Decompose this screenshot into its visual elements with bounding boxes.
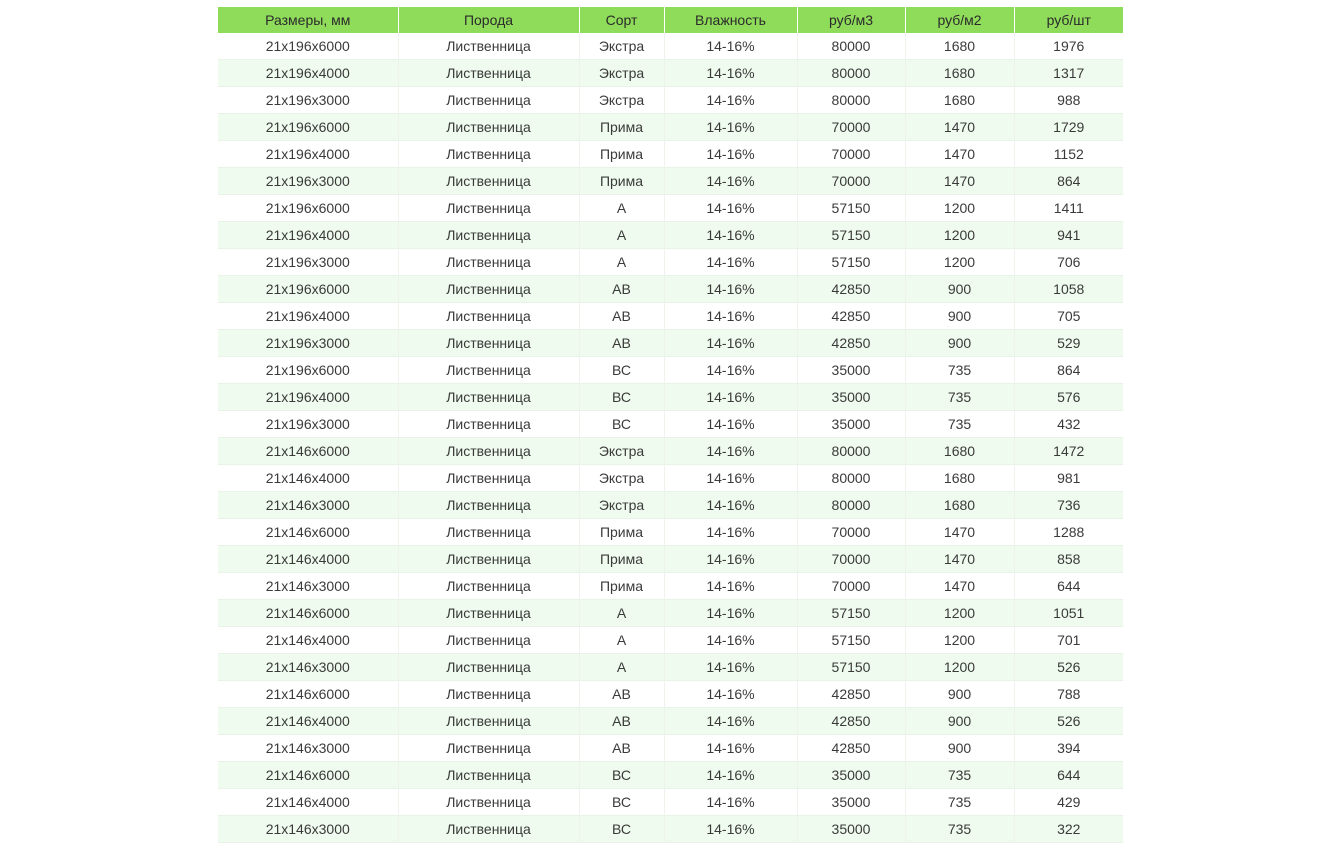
table-row — [218, 816, 1123, 843]
cell-size: 21х196х3000 — [218, 249, 398, 276]
cell-grade: АВ — [579, 708, 664, 735]
table-row — [218, 789, 1123, 816]
table-body — [218, 33, 1123, 843]
cell-price-piece: 701 — [1014, 627, 1123, 654]
cell-price-m3: 35000 — [797, 816, 905, 843]
table-row — [218, 762, 1123, 789]
table-row — [218, 33, 1123, 60]
cell-grade: А — [579, 600, 664, 627]
table-row — [218, 249, 1123, 276]
cell-price-m3: 35000 — [797, 384, 905, 411]
cell-grade: ВС — [579, 357, 664, 384]
cell-grade: АВ — [579, 681, 664, 708]
cell-moisture: 14-16% — [664, 546, 797, 573]
cell-moisture: 14-16% — [664, 114, 797, 141]
cell-size: 21х146х6000 — [218, 519, 398, 546]
cell-wood-type: Лиственница — [398, 141, 579, 168]
cell-wood-type: Лиственница — [398, 573, 579, 600]
cell-moisture: 14-16% — [664, 573, 797, 600]
cell-size: 21х146х4000 — [218, 546, 398, 573]
table-row — [218, 87, 1123, 114]
cell-price-m2: 1470 — [905, 546, 1014, 573]
cell-wood-type: Лиственница — [398, 762, 579, 789]
cell-moisture: 14-16% — [664, 627, 797, 654]
cell-moisture: 14-16% — [664, 195, 797, 222]
cell-size: 21х146х3000 — [218, 492, 398, 519]
cell-price-piece: 526 — [1014, 654, 1123, 681]
cell-price-m3: 42850 — [797, 303, 905, 330]
cell-wood-type: Лиственница — [398, 735, 579, 762]
cell-moisture: 14-16% — [664, 87, 797, 114]
cell-price-piece: 529 — [1014, 330, 1123, 357]
cell-price-piece: 1317 — [1014, 60, 1123, 87]
cell-price-m3: 80000 — [797, 465, 905, 492]
cell-price-m3: 42850 — [797, 708, 905, 735]
cell-size: 21х196х4000 — [218, 141, 398, 168]
table-row — [218, 114, 1123, 141]
table-header-row — [218, 7, 1123, 33]
cell-grade: Экстра — [579, 87, 664, 114]
column-header-moisture: Влажность — [664, 7, 797, 33]
cell-grade: А — [579, 627, 664, 654]
cell-wood-type: Лиственница — [398, 789, 579, 816]
table-row — [218, 303, 1123, 330]
cell-wood-type: Лиственница — [398, 654, 579, 681]
cell-size: 21х146х4000 — [218, 627, 398, 654]
cell-size: 21х196х4000 — [218, 222, 398, 249]
cell-wood-type: Лиственница — [398, 276, 579, 303]
cell-price-m2: 900 — [905, 276, 1014, 303]
cell-grade: АВ — [579, 303, 664, 330]
cell-moisture: 14-16% — [664, 168, 797, 195]
cell-price-m2: 1200 — [905, 249, 1014, 276]
table-row — [218, 438, 1123, 465]
cell-price-piece: 736 — [1014, 492, 1123, 519]
table-row — [218, 465, 1123, 492]
cell-price-m3: 80000 — [797, 438, 905, 465]
cell-price-piece: 432 — [1014, 411, 1123, 438]
cell-wood-type: Лиственница — [398, 195, 579, 222]
cell-moisture: 14-16% — [664, 465, 797, 492]
cell-price-m2: 735 — [905, 816, 1014, 843]
cell-price-piece: 858 — [1014, 546, 1123, 573]
cell-wood-type: Лиственница — [398, 384, 579, 411]
cell-price-piece: 705 — [1014, 303, 1123, 330]
cell-price-m2: 735 — [905, 411, 1014, 438]
cell-price-m2: 1470 — [905, 573, 1014, 600]
cell-price-m2: 1470 — [905, 519, 1014, 546]
cell-grade: Прима — [579, 114, 664, 141]
cell-price-piece: 1976 — [1014, 33, 1123, 60]
column-header-grade: Сорт — [579, 7, 664, 33]
table-row — [218, 222, 1123, 249]
cell-wood-type: Лиственница — [398, 60, 579, 87]
cell-price-m2: 1200 — [905, 195, 1014, 222]
cell-grade: А — [579, 195, 664, 222]
cell-price-m2: 1470 — [905, 168, 1014, 195]
cell-price-m2: 1680 — [905, 87, 1014, 114]
cell-wood-type: Лиственница — [398, 33, 579, 60]
cell-grade: ВС — [579, 384, 664, 411]
price-table — [218, 7, 1123, 843]
cell-price-m2: 1200 — [905, 222, 1014, 249]
cell-moisture: 14-16% — [664, 789, 797, 816]
cell-moisture: 14-16% — [664, 249, 797, 276]
cell-grade: АВ — [579, 735, 664, 762]
cell-wood-type: Лиственница — [398, 87, 579, 114]
cell-price-m3: 80000 — [797, 60, 905, 87]
cell-moisture: 14-16% — [664, 600, 797, 627]
cell-price-m3: 57150 — [797, 600, 905, 627]
cell-wood-type: Лиственница — [398, 438, 579, 465]
cell-price-piece: 788 — [1014, 681, 1123, 708]
cell-price-m2: 1680 — [905, 465, 1014, 492]
cell-grade: А — [579, 654, 664, 681]
cell-grade: Экстра — [579, 438, 664, 465]
cell-size: 21х196х6000 — [218, 276, 398, 303]
cell-moisture: 14-16% — [664, 303, 797, 330]
cell-size: 21х146х3000 — [218, 816, 398, 843]
cell-price-m3: 57150 — [797, 222, 905, 249]
cell-grade: Прима — [579, 519, 664, 546]
cell-price-piece: 394 — [1014, 735, 1123, 762]
cell-moisture: 14-16% — [664, 384, 797, 411]
cell-price-m2: 1470 — [905, 114, 1014, 141]
cell-price-m3: 35000 — [797, 411, 905, 438]
cell-price-m2: 735 — [905, 357, 1014, 384]
cell-price-m3: 35000 — [797, 357, 905, 384]
cell-wood-type: Лиственница — [398, 600, 579, 627]
cell-wood-type: Лиственница — [398, 303, 579, 330]
cell-wood-type: Лиственница — [398, 681, 579, 708]
cell-price-piece: 1411 — [1014, 195, 1123, 222]
cell-price-m3: 35000 — [797, 789, 905, 816]
cell-size: 21х196х6000 — [218, 114, 398, 141]
cell-price-m2: 1200 — [905, 600, 1014, 627]
cell-price-piece: 941 — [1014, 222, 1123, 249]
cell-wood-type: Лиственница — [398, 222, 579, 249]
cell-price-m3: 80000 — [797, 492, 905, 519]
cell-price-m2: 900 — [905, 708, 1014, 735]
cell-price-piece: 1729 — [1014, 114, 1123, 141]
cell-price-m3: 70000 — [797, 546, 905, 573]
cell-moisture: 14-16% — [664, 276, 797, 303]
cell-moisture: 14-16% — [664, 222, 797, 249]
cell-size: 21х146х6000 — [218, 438, 398, 465]
cell-moisture: 14-16% — [664, 411, 797, 438]
table-row — [218, 600, 1123, 627]
cell-wood-type: Лиственница — [398, 627, 579, 654]
cell-size: 21х196х3000 — [218, 411, 398, 438]
cell-wood-type: Лиственница — [398, 168, 579, 195]
cell-moisture: 14-16% — [664, 33, 797, 60]
table-row — [218, 546, 1123, 573]
cell-moisture: 14-16% — [664, 330, 797, 357]
cell-price-m2: 1470 — [905, 141, 1014, 168]
cell-price-m3: 42850 — [797, 330, 905, 357]
table-row — [218, 357, 1123, 384]
cell-price-piece: 1058 — [1014, 276, 1123, 303]
cell-price-piece: 981 — [1014, 465, 1123, 492]
cell-price-piece: 706 — [1014, 249, 1123, 276]
column-header-price-m3: руб/м3 — [797, 7, 905, 33]
cell-wood-type: Лиственница — [398, 546, 579, 573]
cell-price-piece: 1152 — [1014, 141, 1123, 168]
column-header-price-piece: руб/шт — [1014, 7, 1123, 33]
column-header-size: Размеры, мм — [218, 7, 398, 33]
table-row — [218, 735, 1123, 762]
cell-size: 21х196х3000 — [218, 87, 398, 114]
table-row — [218, 708, 1123, 735]
cell-price-m3: 70000 — [797, 114, 905, 141]
cell-grade: Экстра — [579, 465, 664, 492]
cell-size: 21х146х3000 — [218, 573, 398, 600]
cell-size: 21х146х3000 — [218, 654, 398, 681]
cell-size: 21х146х6000 — [218, 681, 398, 708]
cell-price-m2: 1680 — [905, 60, 1014, 87]
cell-grade: Прима — [579, 141, 664, 168]
cell-size: 21х196х4000 — [218, 303, 398, 330]
cell-price-m3: 42850 — [797, 681, 905, 708]
cell-size: 21х146х4000 — [218, 708, 398, 735]
table-row — [218, 60, 1123, 87]
cell-price-m2: 900 — [905, 681, 1014, 708]
cell-moisture: 14-16% — [664, 141, 797, 168]
cell-price-piece: 576 — [1014, 384, 1123, 411]
table-row — [218, 276, 1123, 303]
cell-price-piece: 1051 — [1014, 600, 1123, 627]
cell-price-m3: 80000 — [797, 33, 905, 60]
cell-grade: АВ — [579, 330, 664, 357]
column-header-wood-type: Порода — [398, 7, 579, 33]
cell-size: 21х146х3000 — [218, 735, 398, 762]
cell-price-piece: 864 — [1014, 357, 1123, 384]
cell-price-m3: 35000 — [797, 762, 905, 789]
cell-grade: Прима — [579, 168, 664, 195]
cell-price-m3: 80000 — [797, 87, 905, 114]
table-row — [218, 492, 1123, 519]
cell-wood-type: Лиственница — [398, 357, 579, 384]
cell-price-m3: 57150 — [797, 249, 905, 276]
cell-moisture: 14-16% — [664, 357, 797, 384]
cell-price-m3: 70000 — [797, 573, 905, 600]
cell-price-m3: 42850 — [797, 735, 905, 762]
cell-price-m2: 735 — [905, 762, 1014, 789]
cell-price-m3: 70000 — [797, 519, 905, 546]
cell-wood-type: Лиственница — [398, 249, 579, 276]
cell-price-piece: 1288 — [1014, 519, 1123, 546]
cell-grade: ВС — [579, 816, 664, 843]
cell-moisture: 14-16% — [664, 708, 797, 735]
cell-size: 21х196х3000 — [218, 168, 398, 195]
cell-grade: ВС — [579, 762, 664, 789]
cell-grade: Экстра — [579, 33, 664, 60]
cell-wood-type: Лиственница — [398, 708, 579, 735]
cell-grade: Прима — [579, 546, 664, 573]
cell-size: 21х146х4000 — [218, 465, 398, 492]
cell-price-piece: 644 — [1014, 762, 1123, 789]
cell-wood-type: Лиственница — [398, 330, 579, 357]
cell-grade: ВС — [579, 789, 664, 816]
cell-price-piece: 644 — [1014, 573, 1123, 600]
cell-price-piece: 864 — [1014, 168, 1123, 195]
cell-grade: АВ — [579, 276, 664, 303]
cell-moisture: 14-16% — [664, 681, 797, 708]
cell-size: 21х196х4000 — [218, 384, 398, 411]
cell-size: 21х196х3000 — [218, 330, 398, 357]
cell-price-piece: 526 — [1014, 708, 1123, 735]
cell-moisture: 14-16% — [664, 438, 797, 465]
cell-price-m3: 42850 — [797, 276, 905, 303]
cell-wood-type: Лиственница — [398, 492, 579, 519]
cell-grade: Прима — [579, 573, 664, 600]
cell-price-piece: 429 — [1014, 789, 1123, 816]
cell-price-m2: 1200 — [905, 627, 1014, 654]
cell-wood-type: Лиственница — [398, 114, 579, 141]
table-row — [218, 573, 1123, 600]
cell-price-m2: 1200 — [905, 654, 1014, 681]
cell-size: 21х196х6000 — [218, 33, 398, 60]
cell-price-m2: 1680 — [905, 438, 1014, 465]
cell-moisture: 14-16% — [664, 519, 797, 546]
table-row — [218, 141, 1123, 168]
cell-wood-type: Лиственница — [398, 816, 579, 843]
cell-price-m2: 900 — [905, 330, 1014, 357]
cell-size: 21х196х6000 — [218, 195, 398, 222]
cell-price-m3: 57150 — [797, 195, 905, 222]
cell-price-m2: 735 — [905, 384, 1014, 411]
cell-price-piece: 1472 — [1014, 438, 1123, 465]
table-row — [218, 195, 1123, 222]
cell-moisture: 14-16% — [664, 762, 797, 789]
cell-price-m3: 57150 — [797, 627, 905, 654]
cell-price-m3: 57150 — [797, 654, 905, 681]
cell-moisture: 14-16% — [664, 60, 797, 87]
cell-size: 21х146х6000 — [218, 600, 398, 627]
table-row — [218, 384, 1123, 411]
cell-price-m2: 900 — [905, 735, 1014, 762]
cell-grade: А — [579, 249, 664, 276]
cell-price-m3: 70000 — [797, 141, 905, 168]
table-row — [218, 168, 1123, 195]
cell-wood-type: Лиственница — [398, 519, 579, 546]
cell-moisture: 14-16% — [664, 654, 797, 681]
cell-size: 21х196х6000 — [218, 357, 398, 384]
table-row — [218, 330, 1123, 357]
table-row — [218, 627, 1123, 654]
cell-grade: Экстра — [579, 492, 664, 519]
table-row — [218, 654, 1123, 681]
cell-grade: ВС — [579, 411, 664, 438]
cell-price-m2: 1680 — [905, 33, 1014, 60]
cell-grade: А — [579, 222, 664, 249]
cell-price-piece: 322 — [1014, 816, 1123, 843]
cell-size: 21х146х6000 — [218, 762, 398, 789]
cell-price-piece: 988 — [1014, 87, 1123, 114]
cell-price-m2: 900 — [905, 303, 1014, 330]
cell-price-m2: 1680 — [905, 492, 1014, 519]
cell-moisture: 14-16% — [664, 735, 797, 762]
cell-moisture: 14-16% — [664, 816, 797, 843]
cell-price-m3: 70000 — [797, 168, 905, 195]
cell-price-m2: 735 — [905, 789, 1014, 816]
table-row — [218, 519, 1123, 546]
cell-wood-type: Лиственница — [398, 411, 579, 438]
cell-size: 21х146х4000 — [218, 789, 398, 816]
cell-size: 21х196х4000 — [218, 60, 398, 87]
table-row — [218, 681, 1123, 708]
cell-wood-type: Лиственница — [398, 465, 579, 492]
table-row — [218, 411, 1123, 438]
column-header-price-m2: руб/м2 — [905, 7, 1014, 33]
cell-grade: Экстра — [579, 60, 664, 87]
cell-moisture: 14-16% — [664, 492, 797, 519]
